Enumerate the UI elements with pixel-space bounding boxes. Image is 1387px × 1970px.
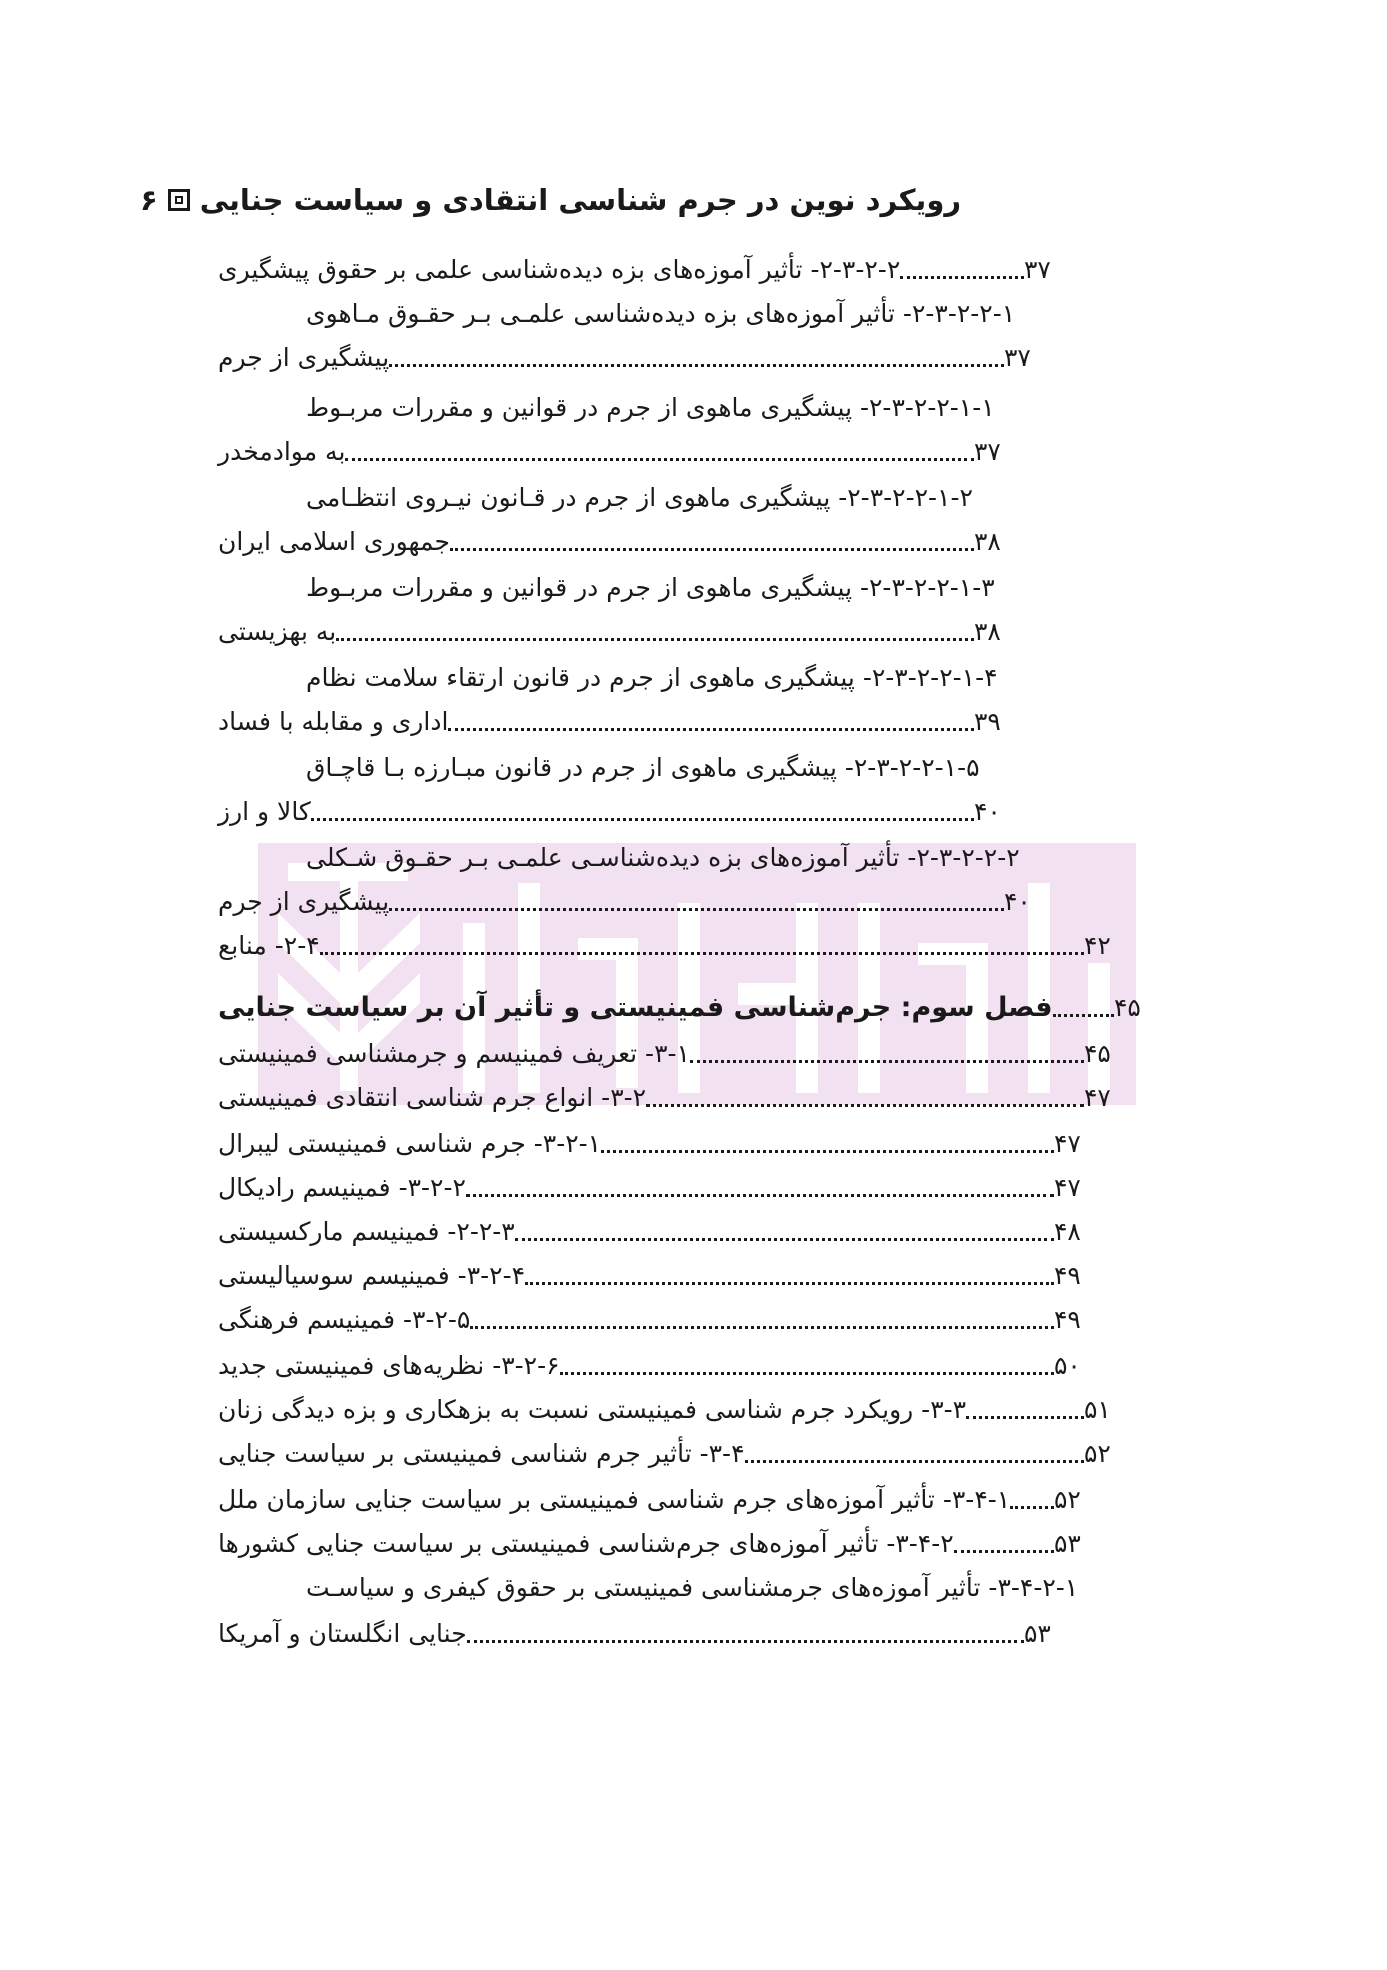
toc-entry-page: ۳۷	[1004, 343, 1031, 372]
toc-entry-continuation	[212, 1612, 1080, 1656]
toc-entry-page: ۳۸	[974, 617, 1001, 646]
toc-entry-page: ۴۷	[1084, 1083, 1111, 1112]
toc-entry-title: اداری و مقابله با فساد	[218, 707, 449, 736]
toc-entry	[212, 1344, 1110, 1388]
toc-entry-continuation	[212, 336, 1060, 380]
dot-leader	[966, 1416, 1084, 1419]
toc-entry	[212, 1032, 1140, 1076]
toc-entry-title: ۳-۳- رویکرد جرم شناسی فمینیستی نسبت به بزهکاری و بزه دیدگی زنان	[218, 1395, 967, 1424]
toc-entry-title: ۲-۳-۲-۲-۱-۱- پیشگیری ماهوی از جرم در قوانین و مقررات مربـوط	[306, 393, 995, 422]
toc-entry	[212, 1298, 1110, 1342]
toc-entry	[212, 1122, 1110, 1166]
dot-leader	[900, 276, 1024, 279]
toc-entry	[300, 566, 1030, 610]
square-ornament-icon	[168, 189, 190, 211]
toc-entry-title: جنایی انگلستان و آمریکا	[218, 1619, 467, 1648]
toc-entry	[300, 386, 1030, 430]
dot-leader	[690, 1060, 1084, 1063]
toc-entry-title: ۲-۳-۲-۲-۱- تأثیر آموزه‌های بزه دیده‌شناسی علمـی بـر حقـوق مـاهوی	[306, 299, 1016, 328]
toc-entry-page: ۵۲	[1054, 1485, 1081, 1514]
toc-entry-title: ۳-۴-۲-۱- تأثیر آموزه‌های جرمشناسی فمینیستی بر حقوق کیفری و سیاسـت	[306, 1573, 1079, 1602]
dot-leader	[448, 728, 974, 731]
toc-entry-page: ۴۰	[1004, 887, 1031, 916]
toc-entry-continuation	[212, 430, 1030, 474]
toc-entry-continuation	[212, 880, 1060, 924]
toc-entry-page: ۳۸	[974, 527, 1001, 556]
toc-entry-title: ۲-۳-۲-۲-۱-۲- پیشگیری ماهوی از جرم در قـانون نیـروی انتظـامی	[306, 483, 973, 512]
toc-entry-page: ۵۰	[1054, 1351, 1081, 1380]
dot-leader	[1053, 1014, 1115, 1017]
toc-entry-title: ۳-۲-۶- نظریه‌های فمینیستی جدید	[218, 1351, 560, 1380]
dot-leader	[954, 1550, 1054, 1553]
toc-entry-title: به موادمخدر	[218, 437, 346, 466]
toc-entry-page: ۴۹	[1054, 1261, 1081, 1290]
toc-entry	[212, 1210, 1110, 1254]
toc-entry	[212, 1432, 1140, 1476]
toc-entry-page: ۴۷	[1054, 1173, 1081, 1202]
dot-leader	[336, 638, 974, 641]
toc-entry-page: ۴۰	[974, 797, 1001, 826]
toc-entry-title: ۲-۳-۲-۲-۱-۳- پیشگیری ماهوی از جرم در قوانین و مقررات مربـوط	[306, 573, 995, 602]
dot-leader	[525, 1282, 1054, 1285]
toc-entry	[300, 476, 1030, 520]
dot-leader	[1010, 1506, 1054, 1509]
toc-entry-continuation	[212, 520, 1030, 564]
toc-entry-title: پیشگیری از جرم	[218, 887, 390, 916]
toc-entry-page: ۴۵	[1114, 993, 1141, 1022]
toc-entry-page: ۳۷	[974, 437, 1001, 466]
toc-entry-title: ۳-۲-۲- فمینیسم رادیکال	[218, 1173, 466, 1202]
dot-leader	[515, 1238, 1054, 1241]
toc-entry	[212, 1166, 1110, 1210]
toc-entry-continuation	[212, 790, 1030, 834]
dot-leader	[467, 1640, 1024, 1643]
toc-entry	[212, 924, 1140, 968]
toc-entry-page: ۴۲	[1084, 931, 1111, 960]
toc-entry	[212, 1076, 1140, 1120]
toc-entry-title: ۳-۴- تأثیر جرم شناسی فمینیستی بر سیاست جنایی	[218, 1439, 745, 1468]
toc-entry-title: کالا و ارز	[218, 797, 311, 826]
page-number: ۶	[140, 183, 158, 217]
toc-entry-title: ۲-۳-۲-۲-۱-۴- پیشگیری ماهوی از جرم در قانون ارتقاء سلامت نظام	[306, 663, 998, 692]
toc-entry	[300, 656, 1030, 700]
toc-entry-title: ۳-۲-۴- فمینیسم سوسیالیستی	[218, 1261, 526, 1290]
toc-entry	[300, 836, 1060, 880]
toc-entry-title: ۳-۲- انواع جرم شناسی انتقادی فمینیستی	[218, 1083, 647, 1112]
toc-entry	[212, 1388, 1140, 1432]
toc-entry-continuation	[212, 700, 1030, 744]
toc-entry-page: ۳۷	[1024, 255, 1051, 284]
toc-entry-page: ۵۳	[1024, 1619, 1051, 1648]
toc-entry-title: ۳-۱- تعریف فمینیسم و جرمشناسی فمینیستی	[218, 1039, 690, 1068]
dot-leader	[389, 908, 1004, 911]
toc-entry-title: ۳-۴-۱- تأثیر آموزه‌های جرم شناسی فمینیستی بر سیاست جنایی سازمان ملل	[218, 1485, 1011, 1514]
running-header	[140, 175, 1200, 225]
dot-leader	[466, 1194, 1054, 1197]
toc-entry-title: پیشگیری از جرم	[218, 343, 390, 372]
toc-entry-title: ۳-۲-۵- فمینیسم فرهنگی	[218, 1305, 471, 1334]
toc-entry-title: ۳-۴-۲- تأثیر آموزه‌های جرم‌شناسی فمینیستی بر سیاست جنایی کشورها	[218, 1529, 954, 1558]
dot-leader	[646, 1104, 1084, 1107]
toc-entry	[300, 1566, 1080, 1610]
toc-entry	[212, 1254, 1110, 1298]
dot-leader	[389, 364, 1004, 367]
toc-entry	[300, 292, 1060, 336]
dot-leader	[560, 1372, 1054, 1375]
toc-entry	[212, 1522, 1110, 1566]
dot-leader	[601, 1150, 1054, 1153]
toc-entry-page: ۴۹	[1054, 1305, 1081, 1334]
toc-entry-title: ۲-۴- منابع	[218, 931, 320, 960]
toc-entry	[212, 248, 1080, 292]
toc-entry-page: ۵۳	[1054, 1529, 1081, 1558]
dot-leader	[311, 818, 974, 821]
dot-leader	[450, 548, 974, 551]
toc-entry-page: ۵۲	[1084, 1439, 1111, 1468]
toc-entry-title: فصل سوم: جرم‌شناسی فمینیستی و تأثیر آن بر سیاست جنایی	[218, 992, 1053, 1023]
toc-entry-title: ۲-۳-۲-۲- تأثیر آموزه‌های بزه دیده‌شناسی علمی بر حقوق پیشگیری	[218, 255, 901, 284]
toc-entry-page: ۴۵	[1084, 1039, 1111, 1068]
toc-entry-title: ۳-۲-۱- جرم شناسی فمینیستی لیبرال	[218, 1129, 602, 1158]
toc-entry	[300, 746, 1030, 790]
toc-entry-page: ۴۷	[1054, 1129, 1081, 1158]
toc-entry	[212, 1478, 1110, 1522]
toc-entry-continuation	[212, 610, 1030, 654]
toc-entry-title: ۲-۳-۲-۲-۱-۵- پیشگیری ماهوی از جرم در قانون مبـارزه بـا قاچـاق	[306, 753, 980, 782]
toc-entry-title: ۲-۲-۳- فمینیسم مارکسیستی	[218, 1217, 515, 1246]
toc-entry-title: جمهوری اسلامی ایران	[218, 527, 450, 556]
dot-leader	[470, 1326, 1054, 1329]
chapter-heading	[212, 986, 1170, 1030]
dot-leader	[745, 1460, 1084, 1463]
toc-entry-page: ۳۹	[974, 707, 1001, 736]
toc-entry-title: به بهزیستی	[218, 617, 337, 646]
book-title: رویکرد نوین در جرم شناسی انتقادی و سیاست جنایی	[199, 183, 962, 217]
dot-leader	[345, 458, 974, 461]
toc-entry-page: ۴۸	[1054, 1217, 1081, 1246]
dot-leader	[320, 952, 1084, 955]
toc-entry-title: ۲-۳-۲-۲-۲- تأثیر آموزه‌های بزه دیده‌شناسـی علمـی بـر حقـوق شـکلی	[306, 843, 1020, 872]
toc-entry-page: ۵۱	[1084, 1395, 1111, 1424]
